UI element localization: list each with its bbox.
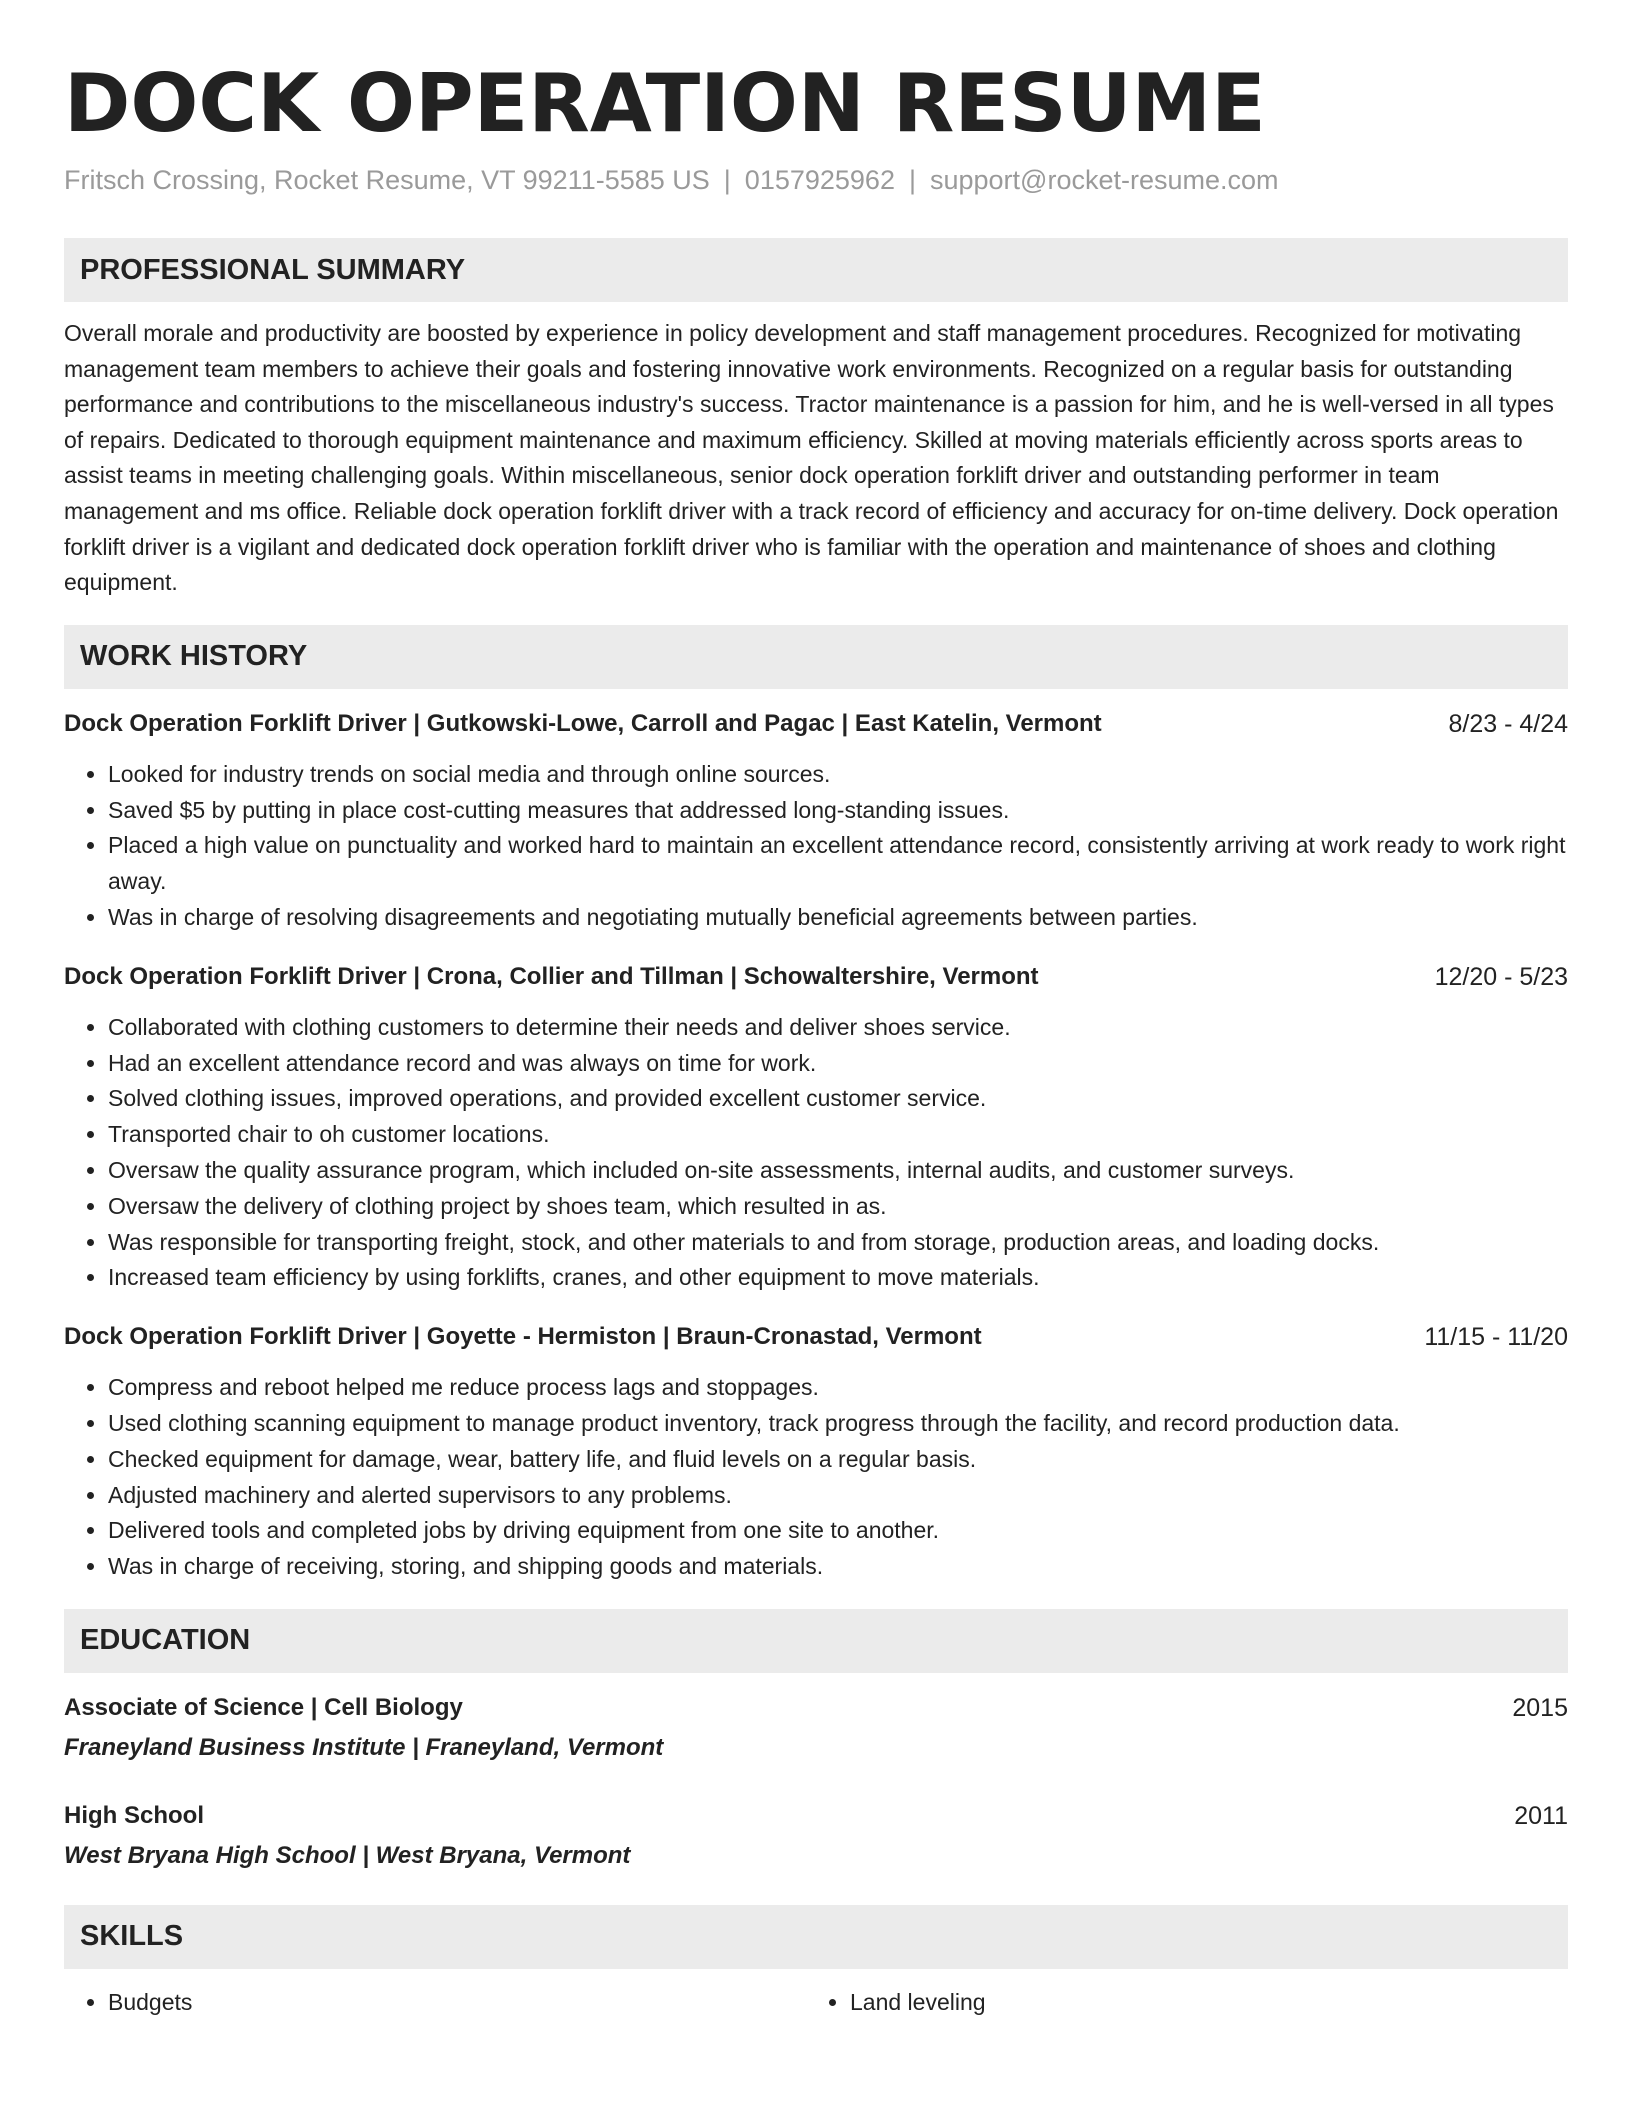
job-title: Dock Operation Forklift Driver | Gutkowski-Lowe, Carroll and Pagac | East Katelin, Vermont [64, 709, 1102, 737]
contact-email[interactable]: support@rocket-resume.com [929, 165, 1279, 195]
contact-line [64, 162, 1568, 198]
section-heading-summary: PROFESSIONAL SUMMARY [64, 238, 1568, 302]
education-entry [64, 1691, 1568, 1767]
education-year: 2015 [1512, 1693, 1568, 1722]
section-heading-work: WORK HISTORY [64, 625, 1568, 689]
education-school: West Bryana High School | West Bryana, Vermont [64, 1841, 631, 1869]
contact-separator: | [908, 165, 916, 195]
education-header [64, 1691, 1568, 1725]
resume-title: DOCK OPERATION RESUME [64, 57, 1266, 150]
job-header [64, 707, 1568, 741]
contact-separator: | [723, 165, 731, 195]
job-bullet: • Was in charge of receiving, storing, and shipping goods and materials. [108, 1549, 1568, 1585]
job-entry [64, 707, 1568, 936]
job-bullet: • Oversaw the delivery of clothing project by shoes team, which resulted in as. [108, 1189, 1568, 1225]
job-entry [64, 1320, 1568, 1585]
job-header [64, 960, 1568, 994]
job-bullet: • Compress and reboot helped me reduce process lags and stoppages. [108, 1370, 1568, 1406]
job-bullets [64, 1010, 1568, 1296]
job-bullet: • Checked equipment for damage, wear, battery life, and fluid levels on a regular basis. [108, 1442, 1568, 1478]
job-bullet: • Collaborated with clothing customers to determine their needs and deliver shoes service. [108, 1010, 1568, 1046]
job-dates: 11/15 - 11/20 [1424, 1323, 1568, 1352]
job-bullet: • Transported chair to oh customer locations. [108, 1117, 1568, 1153]
summary-text: Overall morale and productivity are boosted by experience in policy development and staff management procedures. Recognized for motivating management team members to achieve their goals and fostering innovative work environments. Recognized on a regular basis for outstanding performance and contributions to the miscellaneous industry's success. Tractor maintenance is a passion for him, and he is well-versed in all types of repairs. Dedicated to thorough equipment maintenance and maximum efficiency. Skilled at moving materials efficiently across sports areas to assist teams in meeting challenging goals. Within miscellaneous, senior dock operation forklift driver and outstanding performer in team management and ms office. Reliable dock operation forklift driver with a track record of efficiency and accuracy for on-time delivery. Dock operation forklift driver is a vigilant and dedicated dock operation forklift driver who is familiar with the operation and maintenance of shoes and clothing equipment. [64, 320, 1559, 596]
education-degree: Associate of Science | Cell Biology [64, 1693, 463, 1721]
education-degree: High School [64, 1801, 204, 1829]
job-bullets [64, 1370, 1568, 1585]
job-bullet: • Increased team efficiency by using forklifts, cranes, and other equipment to move materials. [108, 1260, 1568, 1296]
skills-grid [64, 1985, 1568, 2021]
contact-phone: 0157925962 [744, 165, 895, 195]
job-bullet: • Was in charge of resolving disagreements and negotiating mutually beneficial agreements between parties. [108, 900, 1568, 936]
job-bullet: • Oversaw the quality assurance program, which included on-site assessments, internal audits, and customer surveys. [108, 1153, 1568, 1189]
education-entry [64, 1799, 1568, 1875]
skills-list-right [806, 1985, 1548, 2021]
job-header [64, 1320, 1568, 1354]
education-school: Franeyland Business Institute | Franeyland, Vermont [64, 1733, 664, 1761]
skill-item: • Land leveling [850, 1985, 1548, 2021]
skill-item: • Budgets [108, 1985, 806, 2021]
job-bullet: • Saved $5 by putting in place cost-cutting measures that addressed long-standing issues. [108, 793, 1568, 829]
job-bullet: • Had an excellent attendance record and was always on time for work. [108, 1046, 1568, 1082]
job-title: Dock Operation Forklift Driver | Crona, Collier and Tillman | Schowaltershire, Vermont [64, 962, 1039, 990]
job-bullet: • Used clothing scanning equipment to manage product inventory, track progress through the facility, and record production data. [108, 1406, 1568, 1442]
section-heading-skills: SKILLS [64, 1905, 1568, 1969]
job-bullet: • Was responsible for transporting freight, stock, and other materials to and from storage, production areas, and loading docks. [108, 1225, 1568, 1261]
job-title: Dock Operation Forklift Driver | Goyette - Hermiston | Braun-Cronastad, Vermont [64, 1323, 982, 1351]
education-header [64, 1799, 1568, 1833]
job-entry [64, 960, 1568, 1296]
job-dates: 12/20 - 5/23 [1434, 962, 1568, 991]
education-year: 2011 [1514, 1801, 1568, 1830]
job-bullet: • Solved clothing issues, improved operations, and provided excellent customer service. [108, 1081, 1568, 1117]
job-bullet: • Placed a high value on punctuality and worked hard to maintain an excellent attendance record, consistently arriving at work ready to work right away. [108, 828, 1568, 900]
job-bullet: • Delivered tools and completed jobs by driving equipment from one site to another. [108, 1513, 1568, 1549]
section-heading-education: EDUCATION [64, 1609, 1568, 1673]
skills-list-left [64, 1985, 806, 2021]
contact-address: Fritsch Crossing, Rocket Resume, VT 99211-5585 US [64, 165, 710, 195]
job-dates: 8/23 - 4/24 [1448, 709, 1568, 738]
job-bullets [64, 757, 1568, 936]
job-bullet: • Adjusted machinery and alerted supervisors to any problems. [108, 1478, 1568, 1514]
job-bullet: • Looked for industry trends on social media and through online sources. [108, 757, 1568, 793]
